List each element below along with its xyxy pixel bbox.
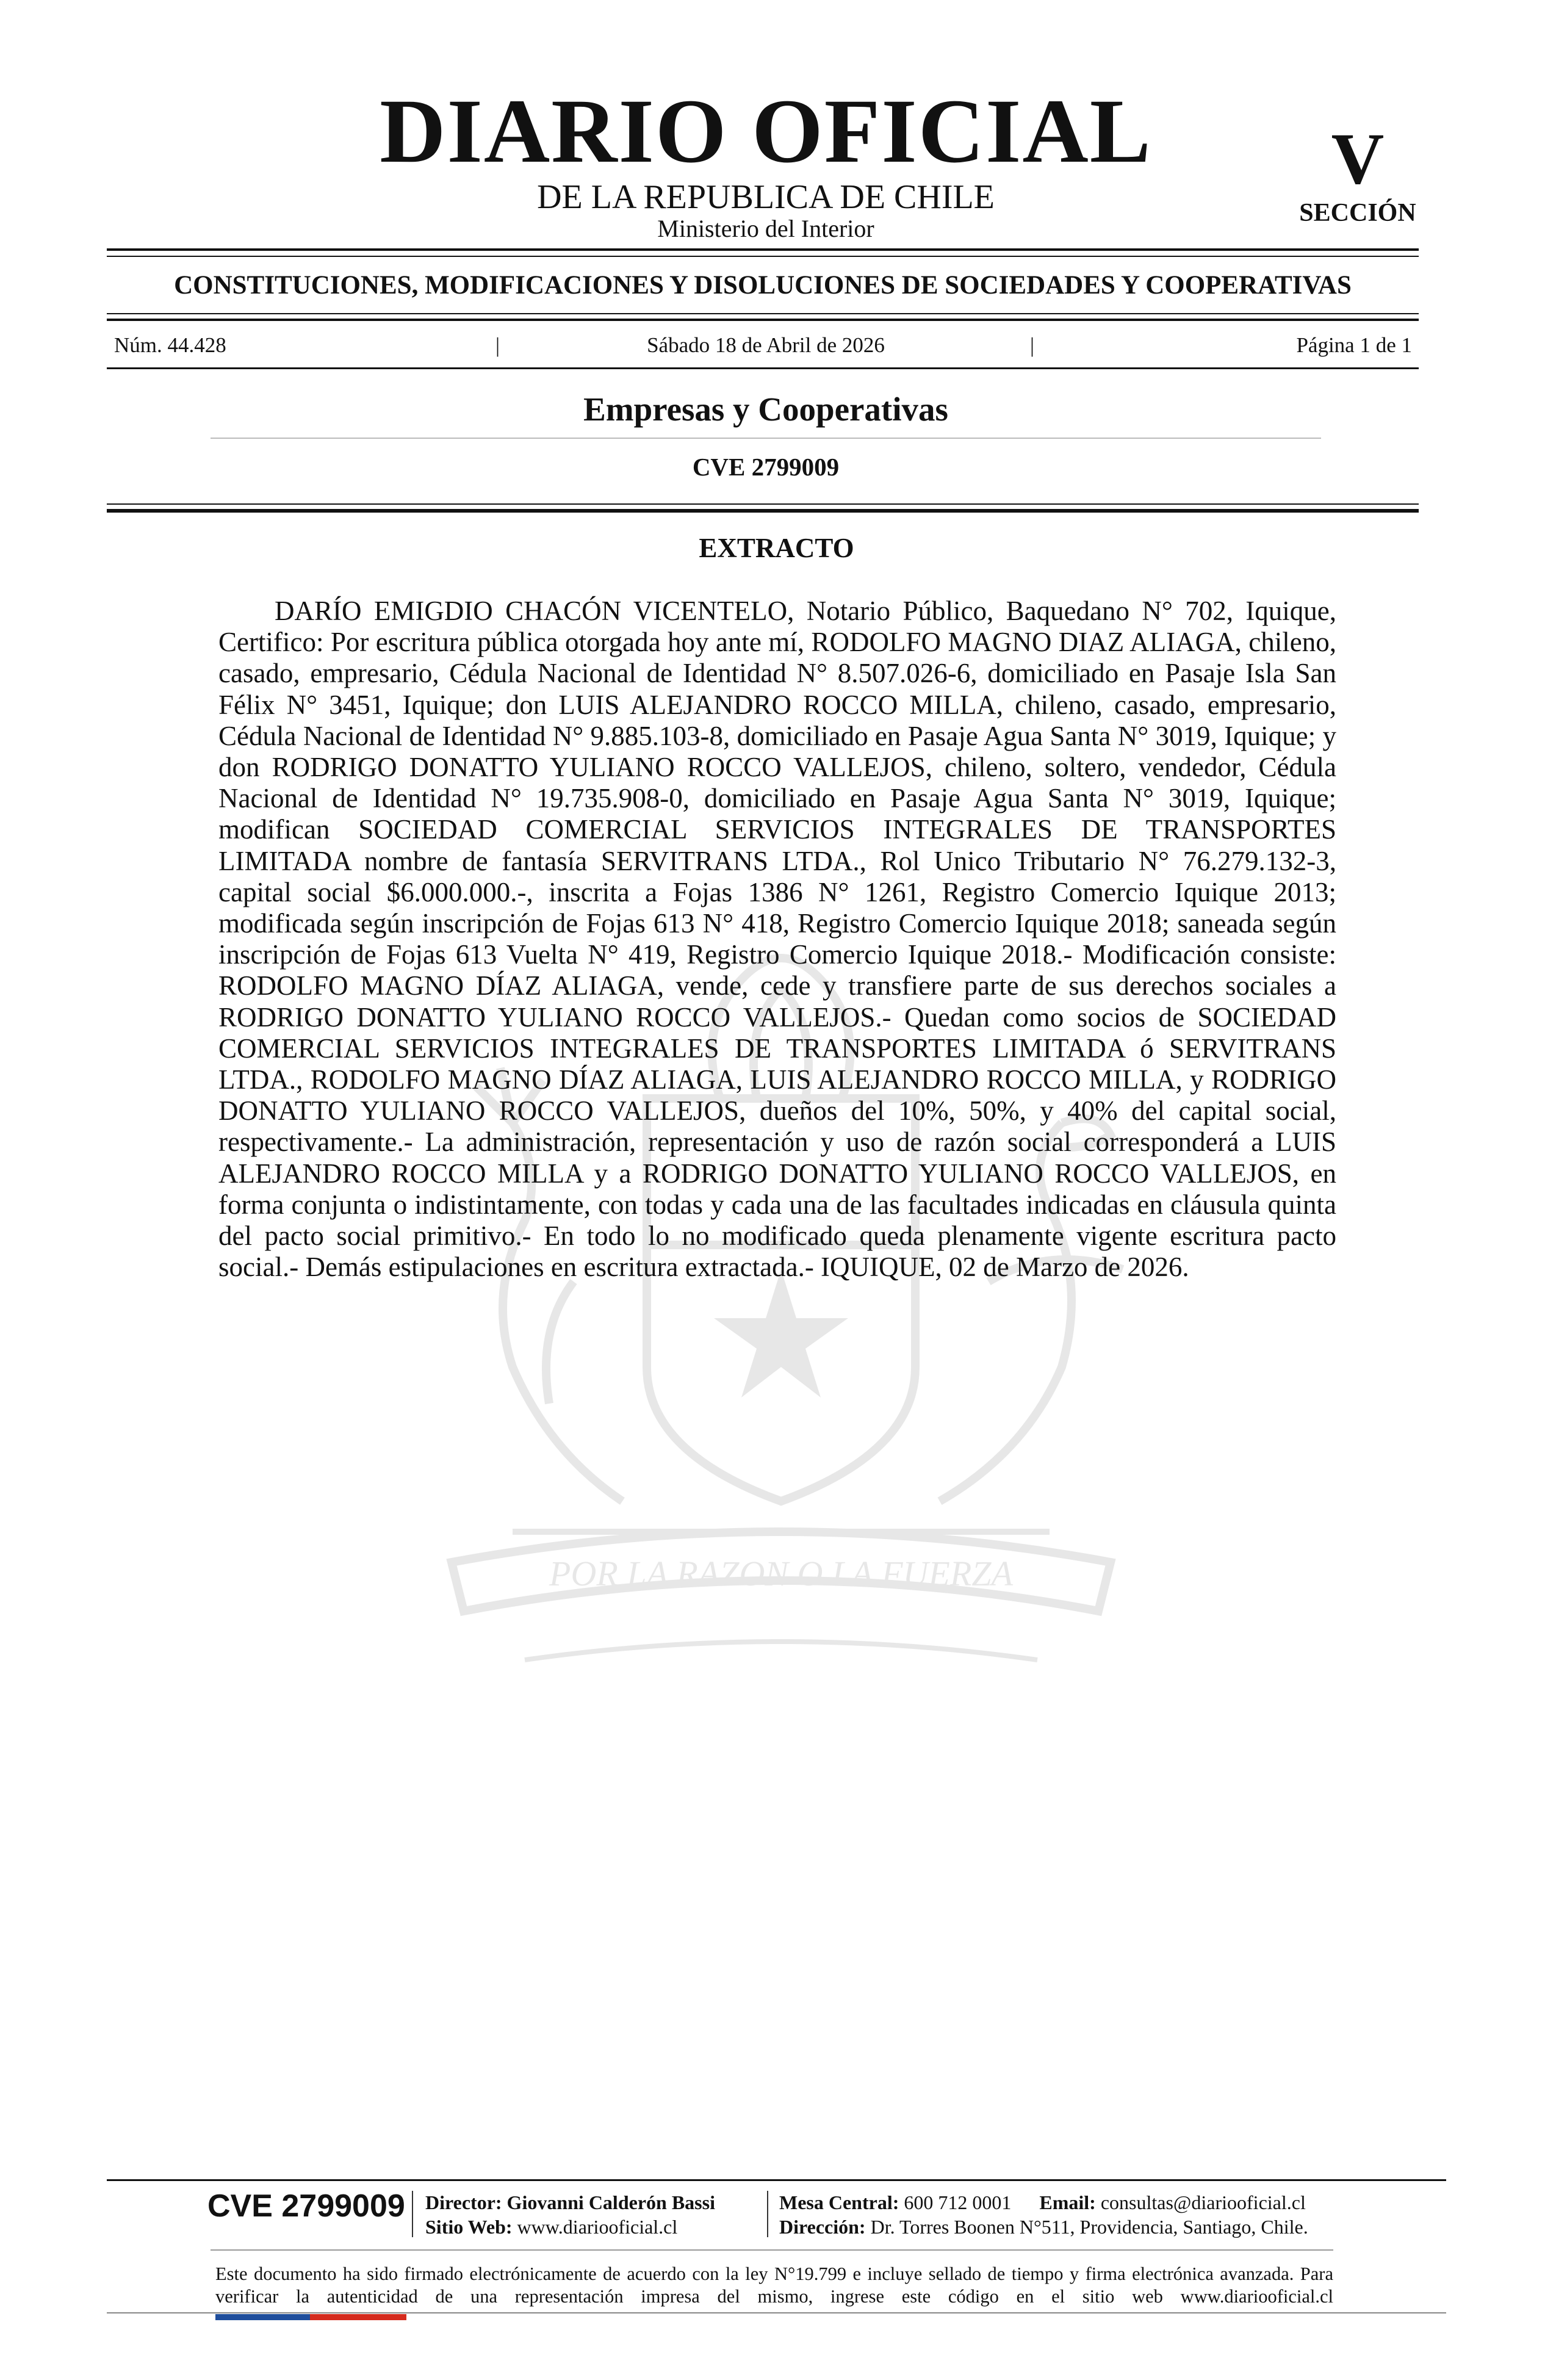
signature-note: Este documento ha sido firmado electrónicamente de acuerdo con la ley N°19.799 e incluye sellado de tiempo y firma electrónica avanzada. Para verificar la autenticidad de una representación impresa del mismo, ingrese este código en el sitio web www.diariooficial.cl [215,2263,1333,2307]
email-link[interactable]: consultas@diariooficial.cl [1100,2191,1306,2213]
footer-director [425,2193,715,2212]
document-body: DARÍO EMIGDIO CHACÓN VICENTELO, Notario Público, Baquedano N° 702, Iquique, Certifico: Por escritura pública otorgada hoy ante mí, RODOLFO MAGNO DIAZ ALIAGA, chileno, casado, empresario, Cédula Nacional de Identidad N° 8.507.026-6, domiciliado en Pasaje Isla San Félix N° 3451, Iquique; don LUIS ALEJANDRO ROCCO MILLA, chileno, casado, empresario, Cédula Nacional de Identidad N° 9.885.103-8, domiciliado en Pasaje Agua Santa N° 3019, Iquique; y don RODRIGO DONATTO YULIANO ROCCO VALLEJOS, chileno, soltero, vendedor, Cédula Nacional de Identidad N° 19.735.908-0, domiciliado en Pasaje Agua Santa N° 3019, Iquique; modifican SOCIEDAD COMERCIAL SERVICIOS INTEGRALES DE TRANSPORTES LIMITADA nombre de fantasía SERVITRANS LTDA., Rol Unico Tributario N° 76.279.132-3, capital social $6.000.000.-, inscrita a Fojas 1386 N° 1261, Registro Comercio Iquique 2013; modificada según inscripción de Fojas 613 N° 418, Registro Comercio Iquique 2018; saneada según inscripción de Fojas 613 Vuelta N° 419, Registro Comercio Iquique 2018.- Modificación consiste: RODOLFO MAGNO DÍAZ ALIAGA, vende, cede y transfiere parte de sus derechos sociales a RODRIGO DONATTO YULIANO ROCCO VALLEJOS.- Quedan como socios de SOCIEDAD COMERCIAL SERVICIOS INTEGRALES DE TRANSPORTES LIMITADA ó SERVITRANS LTDA., RODOLFO MAGNO DÍAZ ALIAGA, LUIS ALEJANDRO ROCCO MILLA, y RODRIGO DONATTO YULIANO ROCCO VALLEJOS, dueños del 10%, 50%, y 40% del capital social, respectivamente.- La administración, representación y uso de razón social corresponderá a LUIS ALEJANDRO ROCCO MILLA y a RODRIGO DONATTO YULIANO ROCCO VALLEJOS, en forma conjunta o indistintamente, con todas y cada una de las facultades indicadas en cláusula quinta del pacto social primitivo.- En todo lo no modificado queda plenamente vigente escritura pacto social.- Demás estipulaciones en escritura extractada.- IQUIQUE, 02 de Marzo de 2026. [218,596,1336,1283]
newspaper-subtitle: DE LA REPUBLICA DE CHILE [537,178,995,216]
watermark-motto: POR LA RAZON O LA FUERZA [549,1554,1013,1593]
divider [107,256,1419,257]
flag-stripe-blue [215,2314,310,2320]
email-label: Email: [1039,2191,1096,2213]
mesa-value: 600 712 0001 [904,2191,1012,2213]
section-letter: V [1331,118,1385,199]
mesa-label: Mesa Central: [779,2191,899,2213]
divider [107,319,1419,321]
divider [107,313,1419,314]
divider [107,2179,1446,2181]
director-name: Giovanni Calderón Bassi [506,2191,715,2213]
footer-cve-code: CVE 2799009 [207,2188,405,2224]
divider [107,2312,1446,2313]
newspaper-title: DIARIO OFICIAL [380,81,1152,182]
website-label: Sitio Web: [425,2216,513,2238]
document-heading: EXTRACTO [699,533,854,563]
address-value: Dr. Torres Boonen N°511, Providencia, Santiago, Chile. [870,2216,1308,2238]
divider [211,438,1321,439]
flag-stripe-red [310,2314,406,2320]
cve-code: CVE 2799009 [692,453,840,481]
footer-website [425,2217,677,2237]
page-indicator: Página 1 de 1 [1296,333,1412,357]
issue-number: Núm. 44.428 [114,333,226,357]
divider [211,2249,1333,2251]
footer-separator [767,2191,768,2237]
ministry-label: Ministerio del Interior [657,215,874,242]
address-label: Dirección: [779,2216,866,2238]
issue-date: Sábado 18 de Abril de 2026 [647,333,885,357]
footer-address [779,2217,1308,2237]
divider [107,503,1419,505]
divider [107,367,1419,369]
website-link[interactable]: www.diariooficial.cl [517,2216,678,2238]
director-label: Director: [425,2191,502,2213]
footer-contact [779,2193,1306,2212]
footer-separator [412,2191,413,2237]
info-separator: | [1030,333,1035,357]
category-title: Empresas y Cooperativas [583,391,948,428]
section-title: CONSTITUCIONES, MODIFICACIONES Y DISOLUCIONES DE SOCIEDADES Y COOPERATIVAS [174,271,1352,300]
divider [107,248,1419,251]
divider [107,509,1419,513]
section-label: SECCIÓN [1299,199,1416,227]
info-separator: | [495,333,500,357]
